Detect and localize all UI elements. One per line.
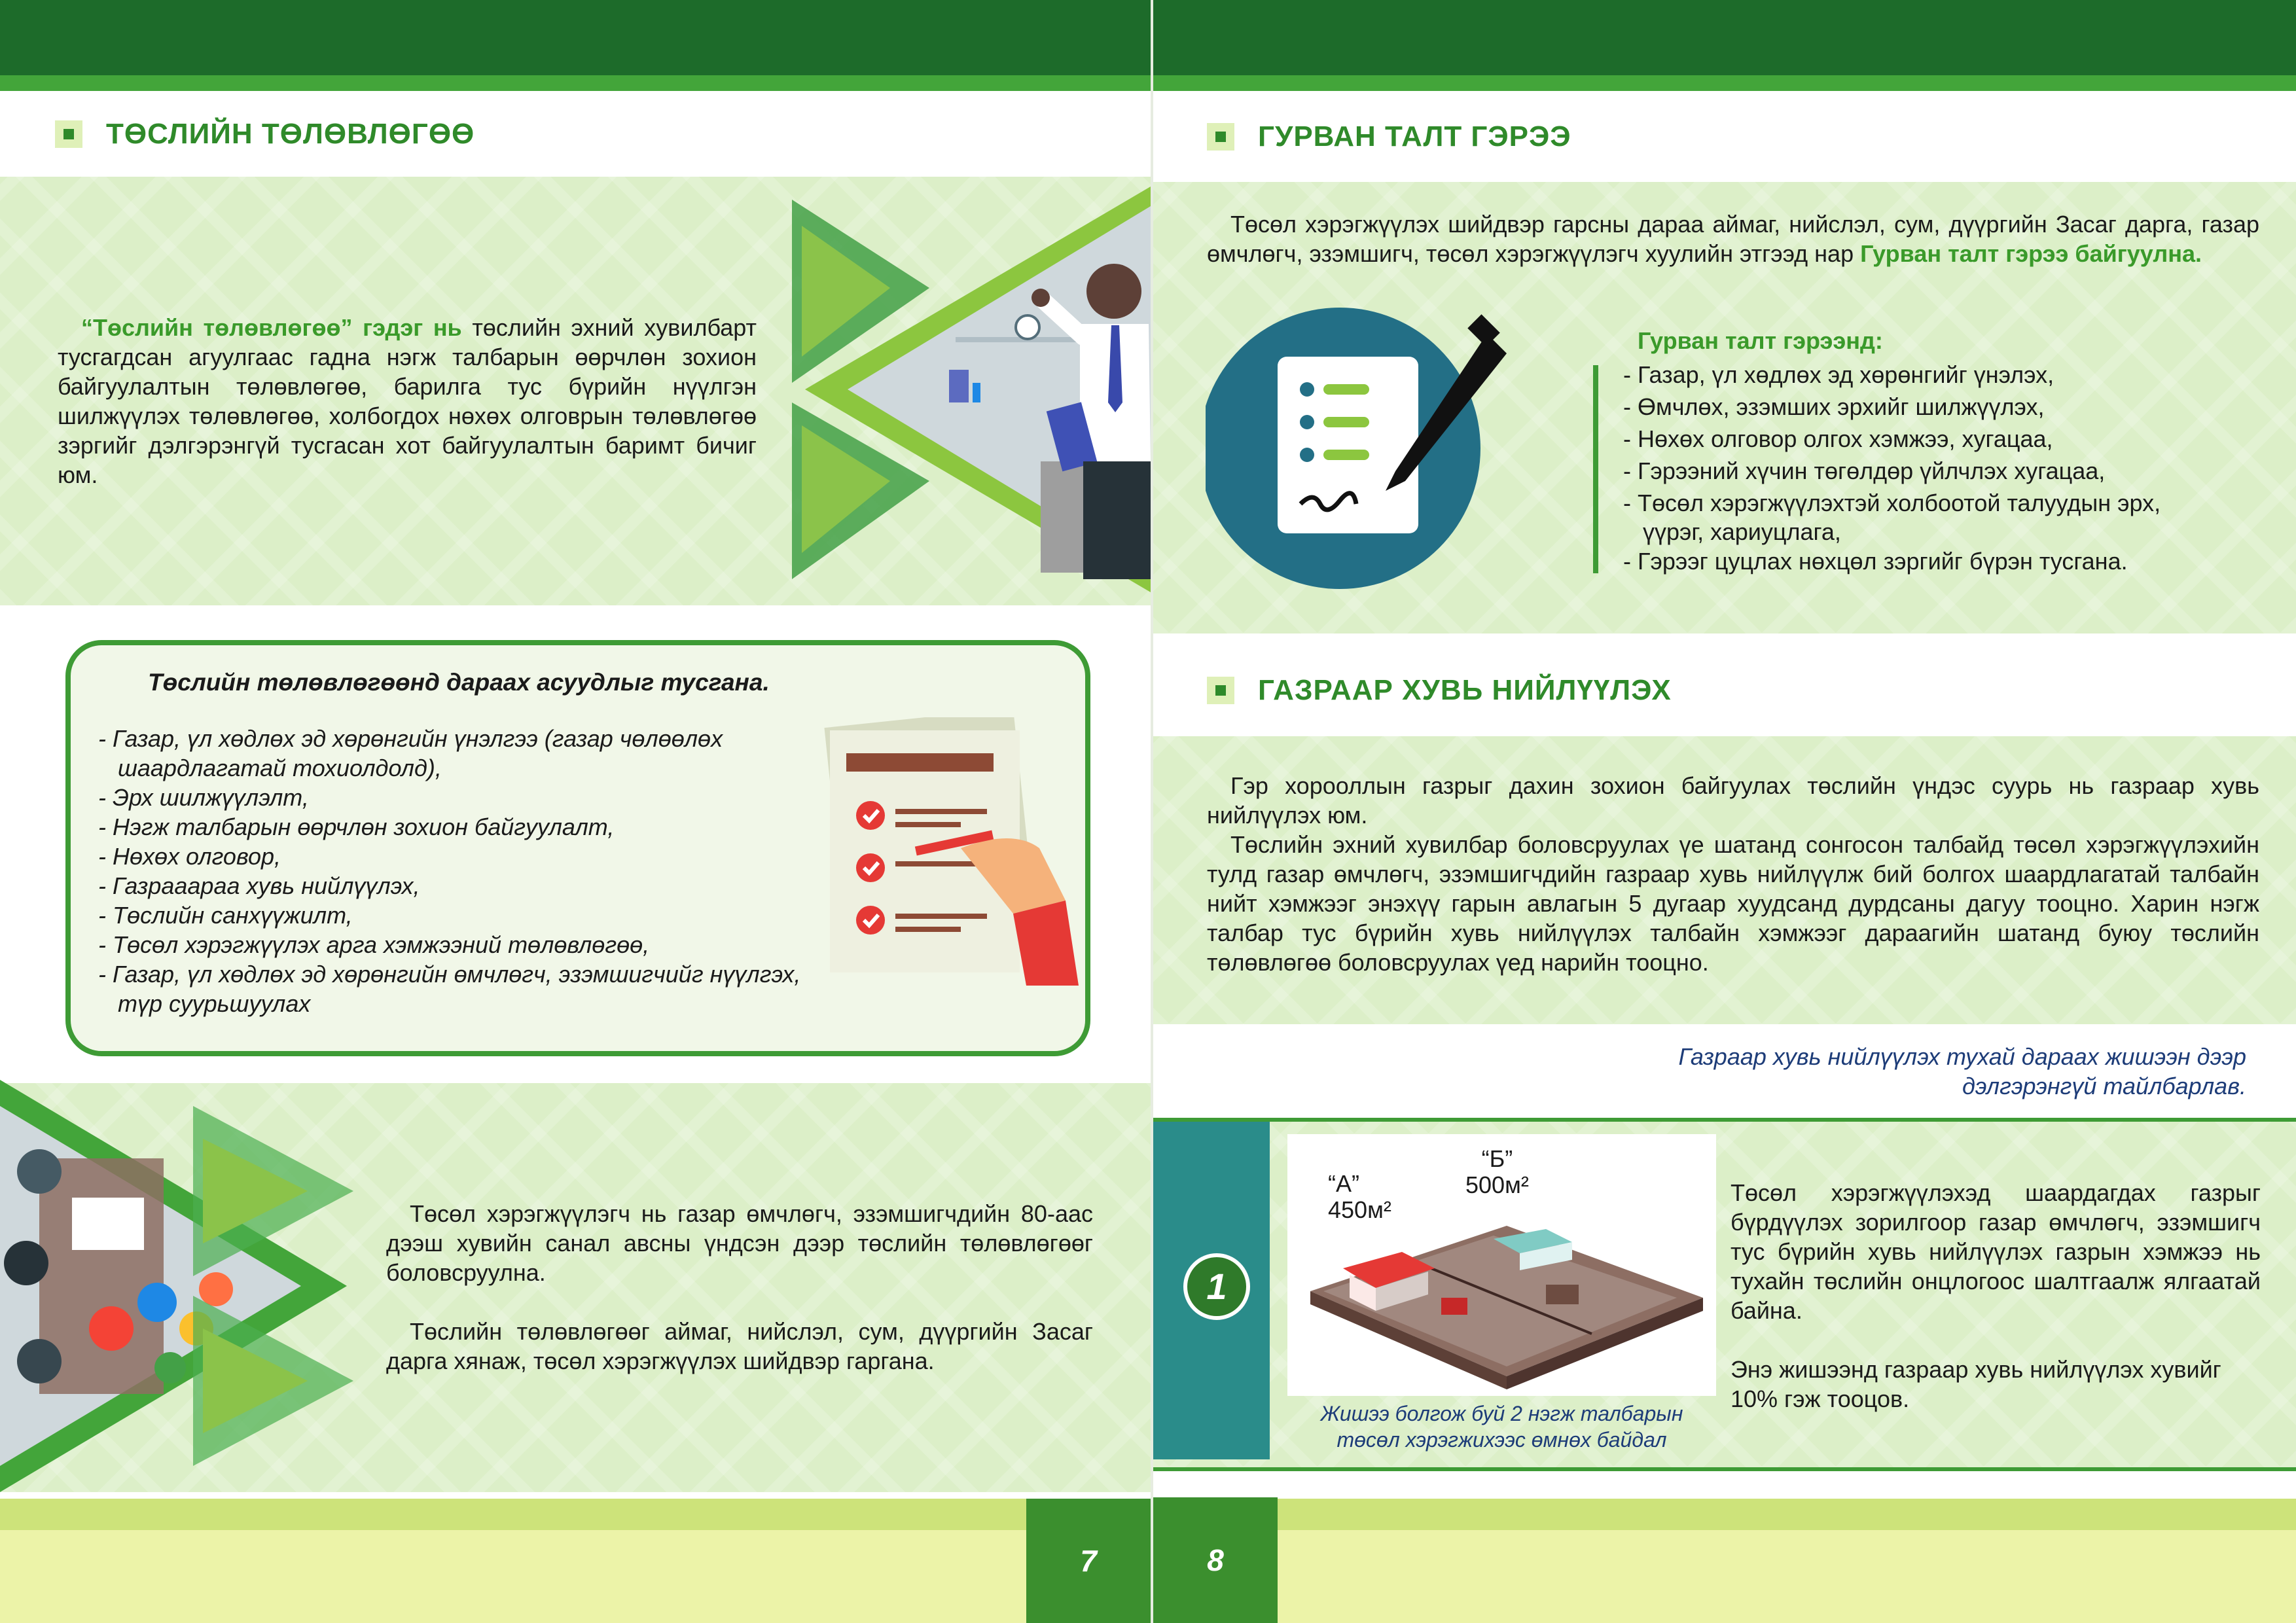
land-share-paragraph-2: Төслийн эхний хувилбар боловсруулах үе шатанд сонгосон талбайд төсөл хэрэгжүүлэхийн тулд газар өмчлөгч, эзэмшигчдийн газраар хувь нийлүүлж бий болгох шаардлагатай талбайн нийт хэмжээг энэхүү гарын авлагын 5 дугаар хуудсанд дурдсаны дагуу тооцно. Харин нэгж талбар тус бүрийн хувь нийлүүлэх талбайн хэмжээг дараагийн шатанд буюу төслийн төлөвлөгөө боловсруулах үед нарийн тооцно. <box>1207 831 2259 976</box>
example-paragraph-1: Төсөл хэрэгжүүлэхэд шаардагдах газрыг бүрдүүлэх зорилгоор газар өмчлөгч, эзэмшигч тус бүрийн хувь нийлүүлэх газрын хэмжээ нь тухайн төслийн онцлогоос шалтгаалж ялгаатай байна. <box>1731 1179 2261 1324</box>
questions-list <box>98 724 851 1018</box>
page-fold-divider <box>1151 0 1153 1623</box>
plot-a-name: “А” <box>1328 1170 1359 1197</box>
signed-document-icon <box>1206 308 1513 596</box>
bottom-paragraph-1: Төсөл хэрэгжүүлэгч нь газар өмчлөгч, эзэмшигчдийн 80-аас дээш хувийн санал авсны үндсэн дээр төслийн төлөвлөгөөг боловсруулна. <box>386 1200 1093 1286</box>
meeting-illustration <box>0 1080 357 1492</box>
page-number: 7 <box>1026 1499 1151 1623</box>
section-bullet-icon <box>55 120 82 148</box>
section-title-land-share: ГАЗРААР ХУВЬ НИЙЛҮҮЛЭХ <box>1258 674 1672 706</box>
presenter-illustration <box>792 187 1151 592</box>
plot-b-area: 500м² <box>1465 1171 1529 1198</box>
contract-list <box>1623 359 2278 577</box>
section-bullet-icon <box>1207 677 1234 704</box>
intro-highlight: “Төслийн төлөвлөгөө” гэдэг нь <box>81 314 462 341</box>
list-item: - Нөхөх олговор, <box>98 843 281 870</box>
list-item: - Газрааараа хувь нийлүүлэх, <box>98 872 420 899</box>
list-item: - Өмчлөх, эзэмших эрхийг шилжүүлэх, <box>1623 393 2045 420</box>
section-title-project-plan: ТӨСЛИЙН ТӨЛӨВЛӨГӨӨ <box>106 118 475 150</box>
caption-line-1: Жишээ болгож буй 2 нэгж талбарын <box>1320 1402 1683 1425</box>
contract-list-divider <box>1593 365 1598 573</box>
example-note-line-2: дэлгэрэнгүй тайлбарлав. <box>1962 1073 2246 1099</box>
list-item: - Төсөл хэрэгжүүлэх арга хэмжээний төлөвлөгөө, <box>98 931 650 958</box>
contract-heading: Гурван талт гэрээнд: <box>1638 327 1883 354</box>
example-note <box>1678 1042 2246 1101</box>
page-number: 8 <box>1153 1497 1278 1623</box>
right-page <box>1153 0 2296 1623</box>
example-note-line-1: Газраар хувь нийлүүлэх тухай дараах жишээн дээр <box>1678 1043 2246 1070</box>
top-header-bar <box>1153 0 2296 75</box>
land-plots-illustration <box>1297 1213 1710 1389</box>
plan-questions-box <box>65 640 1090 1056</box>
list-item: - Нөхөх олговор олгох хэмжээ, хугацаа, <box>1623 425 2053 452</box>
example-paragraph-2: Энэ жишээнд газраар хувь нийлүүлэх хувийг 10% гэж тооцов. <box>1731 1356 2221 1412</box>
contract-intro-text: Төсөл хэрэгжүүлэх шийдвэр гарсны дараа аймаг, нийслэл, сум, дүүргийн Засаг дарга, газар өмчлөгч, эзэмшигч, төсөл хэрэгжүүлэгч хуулийн этгээд нар <box>1207 211 2259 267</box>
checklist-illustration <box>817 717 1079 986</box>
list-item: - Гэрээг цуцлах нөхцөл зэргийг бүрэн тусгана. <box>1623 548 2128 575</box>
footer-accent-bar <box>0 1499 1151 1530</box>
list-item: - Төсөл хэрэгжүүлэхтэй холбоотой талуудын эрх, <box>1623 490 2161 516</box>
list-item: - Нэгж талбарын өөрчлөн зохион байгуулалт, <box>98 813 615 840</box>
list-item: түр суурьшуулах <box>118 990 311 1017</box>
example-number-badge: 1 <box>1183 1253 1250 1320</box>
list-item: - Газар, үл хөдлөх эд хөрөнгийн өмчлөгч, эзэмшигчийг нүүлгэх, <box>98 961 801 988</box>
list-item: - Эрх шилжүүлэлт, <box>98 784 309 811</box>
land-share-paragraph-1: Гэр хорооллын газрыг дахин зохион байгуулах төслийн үндэс суурь нь газраар хувь нийлүүлэх юм. <box>1207 772 2259 829</box>
land-plot-image-frame <box>1287 1134 1716 1396</box>
plot-b-label <box>1465 1146 1529 1198</box>
caption-line-2: төсөл хэрэгжихээс өмнөх байдал <box>1336 1428 1667 1452</box>
plot-b-name: “Б” <box>1481 1145 1513 1172</box>
top-header-bar <box>0 0 1151 75</box>
top-accent-bar <box>1153 75 2296 91</box>
top-accent-bar <box>0 75 1151 91</box>
list-item: - Газар, үл хөдлөх эд хөрөнгийн үнэлгээ (газар чөлөөлөх <box>98 725 723 752</box>
intro-text: төслийн эхний хувилбарт тусгагдсан агуулгаас гадна нэгж талбарын өөрчлөн зохион байгуулалтын төлөвлөгөө, барилга тус бүрийн нүүлгэн шилжүүлэх төлөвлөгөө, холбогдох нөхөх олговрын төлөвлөгөө зэргийг дэлгэрэнгүй тусгасан хот байгуулалтын баримт бичиг юм. <box>58 314 757 488</box>
section-title-tripartite-contract: ГУРВАН ТАЛТ ГЭРЭЭ <box>1258 120 1571 152</box>
contract-intro-highlight: Гурван талт гэрээ байгуулна. <box>1860 240 2202 267</box>
plot-a-label <box>1328 1171 1391 1223</box>
land-share-text-block <box>1207 771 2259 977</box>
contract-intro-paragraph <box>1207 209 2259 268</box>
list-item: шаардлагатай тохиолдолд), <box>118 755 442 781</box>
example-text-block <box>1731 1178 2261 1414</box>
list-item: үүрэг, хариуцлага, <box>1623 518 1841 545</box>
footer-accent-bar <box>1153 1499 2296 1530</box>
list-item: - Гэрээний хүчин төгөлдөр үйлчлэх хугацаа, <box>1623 457 2106 484</box>
list-item: - Газар, үл хөдлөх эд хөрөнгийг үнэлэх, <box>1623 361 2054 388</box>
intro-paragraph <box>58 313 757 490</box>
bottom-paragraph-2: Төслийн төлөвлөгөөг аймаг, нийслэл, сум, дүүргийн Засаг дарга хянаж, төсөл хэрэгжүүлэх шийдвэр гаргана. <box>386 1318 1093 1374</box>
land-plot-caption <box>1287 1400 1716 1453</box>
questions-heading: Төслийн төлөвлөгөөнд дараах асуудлыг тусгана. <box>148 669 770 696</box>
list-item: - Төслийн санхүүжилт, <box>98 902 353 929</box>
plot-a-area: 450м² <box>1328 1196 1391 1223</box>
bottom-text-block <box>386 1199 1093 1376</box>
section-bullet-icon <box>1207 123 1234 151</box>
